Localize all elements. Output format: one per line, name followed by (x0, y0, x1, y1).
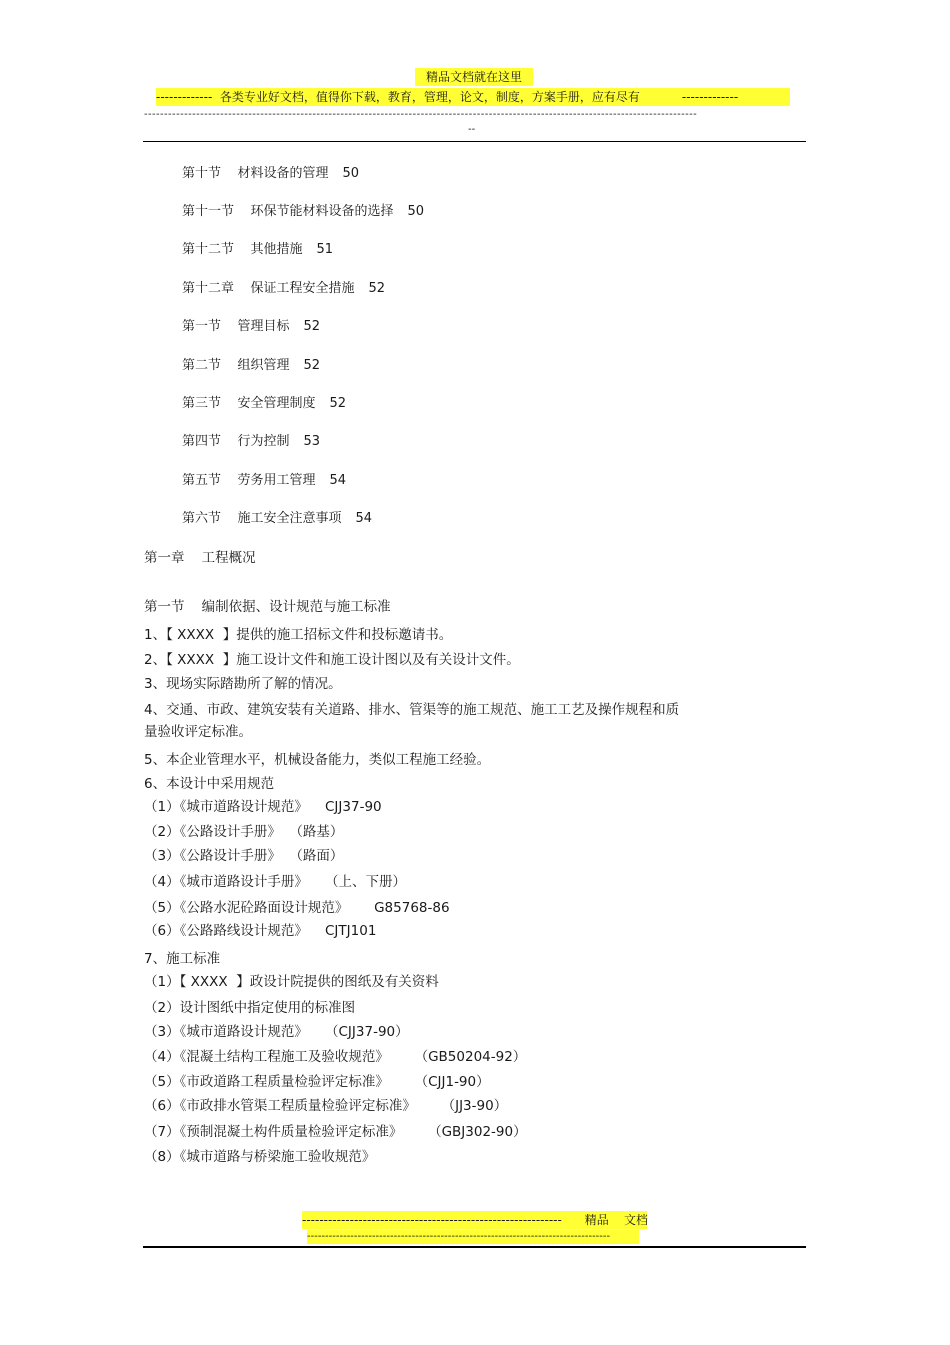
toc-item (182, 280, 385, 298)
body-line: （3）《公路设计手册》 （路面） (144, 848, 344, 864)
toc-item (182, 318, 320, 336)
toc-label: 第十一节 环保节能材料设备的选择 (182, 204, 394, 219)
body-line: （4）《混凝土结构工程施工及验收规范》 （GB50204-92） (144, 1049, 527, 1065)
header-dash-tail: -- (468, 124, 476, 135)
body-line: （2）设计图纸中指定使用的标准图 (144, 1000, 356, 1016)
toc-item (182, 395, 346, 413)
toc-label: 第十二章 保证工程安全措施 (182, 281, 355, 296)
footer-dash-line: ------------------------------------------------------------------------------------ (307, 1230, 639, 1244)
toc-page: 50 (342, 166, 360, 181)
body-line: （7）《预制混凝土构件质量检验评定标准》 （GBJ302-90） (144, 1124, 527, 1140)
toc-item (182, 241, 333, 259)
body-line: （4）《城市道路设计手册》 （上、下册） (144, 874, 407, 890)
header-title: 精品文档就在这里 (415, 68, 533, 86)
body-line: 3、现场实际踏勘所了解的情况。 (144, 676, 342, 692)
body-line: 4、交通、市政、建筑安装有关道路、排水、管渠等的施工规范、施工工艺及操作规程和质 (144, 702, 680, 718)
toc-label: 第十二节 其他措施 (182, 242, 303, 257)
footer-rule (143, 1246, 806, 1248)
toc-page: 54 (329, 473, 347, 488)
header-slogan: ------------- 各类专业好文档，值得你下载，教育，管理，论文，制度，方案手册，应有尽有 ------------- (156, 88, 790, 106)
toc-page: 52 (303, 358, 321, 373)
toc-item (182, 472, 346, 490)
toc-item (182, 203, 424, 221)
toc-page: 50 (407, 204, 425, 219)
toc-page: 54 (355, 511, 373, 526)
header-rule (143, 141, 806, 142)
body-line: 7、施工标准 (144, 951, 221, 967)
toc-item (182, 357, 320, 375)
chapter-heading: 第一章 工程概况 (144, 550, 256, 566)
body-line: （8）《城市道路与桥梁施工验收规范》 (144, 1149, 376, 1165)
toc-label: 第四节 行为控制 (182, 434, 290, 449)
toc-page: 53 (303, 434, 321, 449)
section-heading: 第一节 编制依据、设计规范与施工标准 (144, 599, 391, 615)
toc-label: 第十节 材料设备的管理 (182, 166, 329, 181)
toc-label: 第五节 劳务用工管理 (182, 473, 316, 488)
body-line: 1、【 XXXX 】提供的施工招标文件和投标邀请书。 (144, 627, 453, 643)
body-line: （6）《公路路线设计规范》 CJTJ101 (144, 923, 377, 939)
body-line: （5）《市政道路工程质量检验评定标准》 （CJJ1-90） (144, 1074, 490, 1090)
body-line: （5）《公路水泥砼路面设计规范》 G85768-86 (144, 900, 450, 916)
body-line: （3）《城市道路设计规范》 （CJJ37-90） (144, 1024, 409, 1040)
toc-page: 52 (303, 319, 321, 334)
toc-page: 52 (329, 396, 347, 411)
toc-item (182, 433, 320, 451)
header-dash-line: ------------------------------------------------------------------------------------------------------------------------------------------ (144, 109, 698, 120)
toc-label: 第三节 安全管理制度 (182, 396, 316, 411)
body-line: （2）《公路设计手册》 （路基） (144, 824, 344, 840)
body-line: 量验收评定标准。 (144, 724, 252, 740)
toc-item (182, 510, 372, 528)
toc-item (182, 165, 359, 183)
toc-label: 第一节 管理目标 (182, 319, 290, 334)
body-line: （6）《市政排水管渠工程质量检验评定标准》 （JJ3-90） (144, 1098, 508, 1114)
toc-label: 第二节 组织管理 (182, 358, 290, 373)
toc-page: 51 (316, 242, 334, 257)
footer-label: ------------------------------------------------------------ 精品 文档 (302, 1213, 648, 1227)
body-line: 2、【 XXXX 】施工设计文件和施工设计图以及有关设计文件。 (144, 652, 520, 668)
toc-page: 52 (368, 281, 386, 296)
body-line: 6、本设计中采用规范 (144, 776, 275, 792)
body-line: （1）【 XXXX 】政设计院提供的图纸及有关资料 (144, 974, 439, 990)
body-line: （1）《城市道路设计规范》 CJJ37-90 (144, 799, 382, 815)
body-line: 5、本企业管理水平，机械设备能力，类似工程施工经验。 (144, 752, 491, 768)
toc-label: 第六节 施工安全注意事项 (182, 511, 342, 526)
